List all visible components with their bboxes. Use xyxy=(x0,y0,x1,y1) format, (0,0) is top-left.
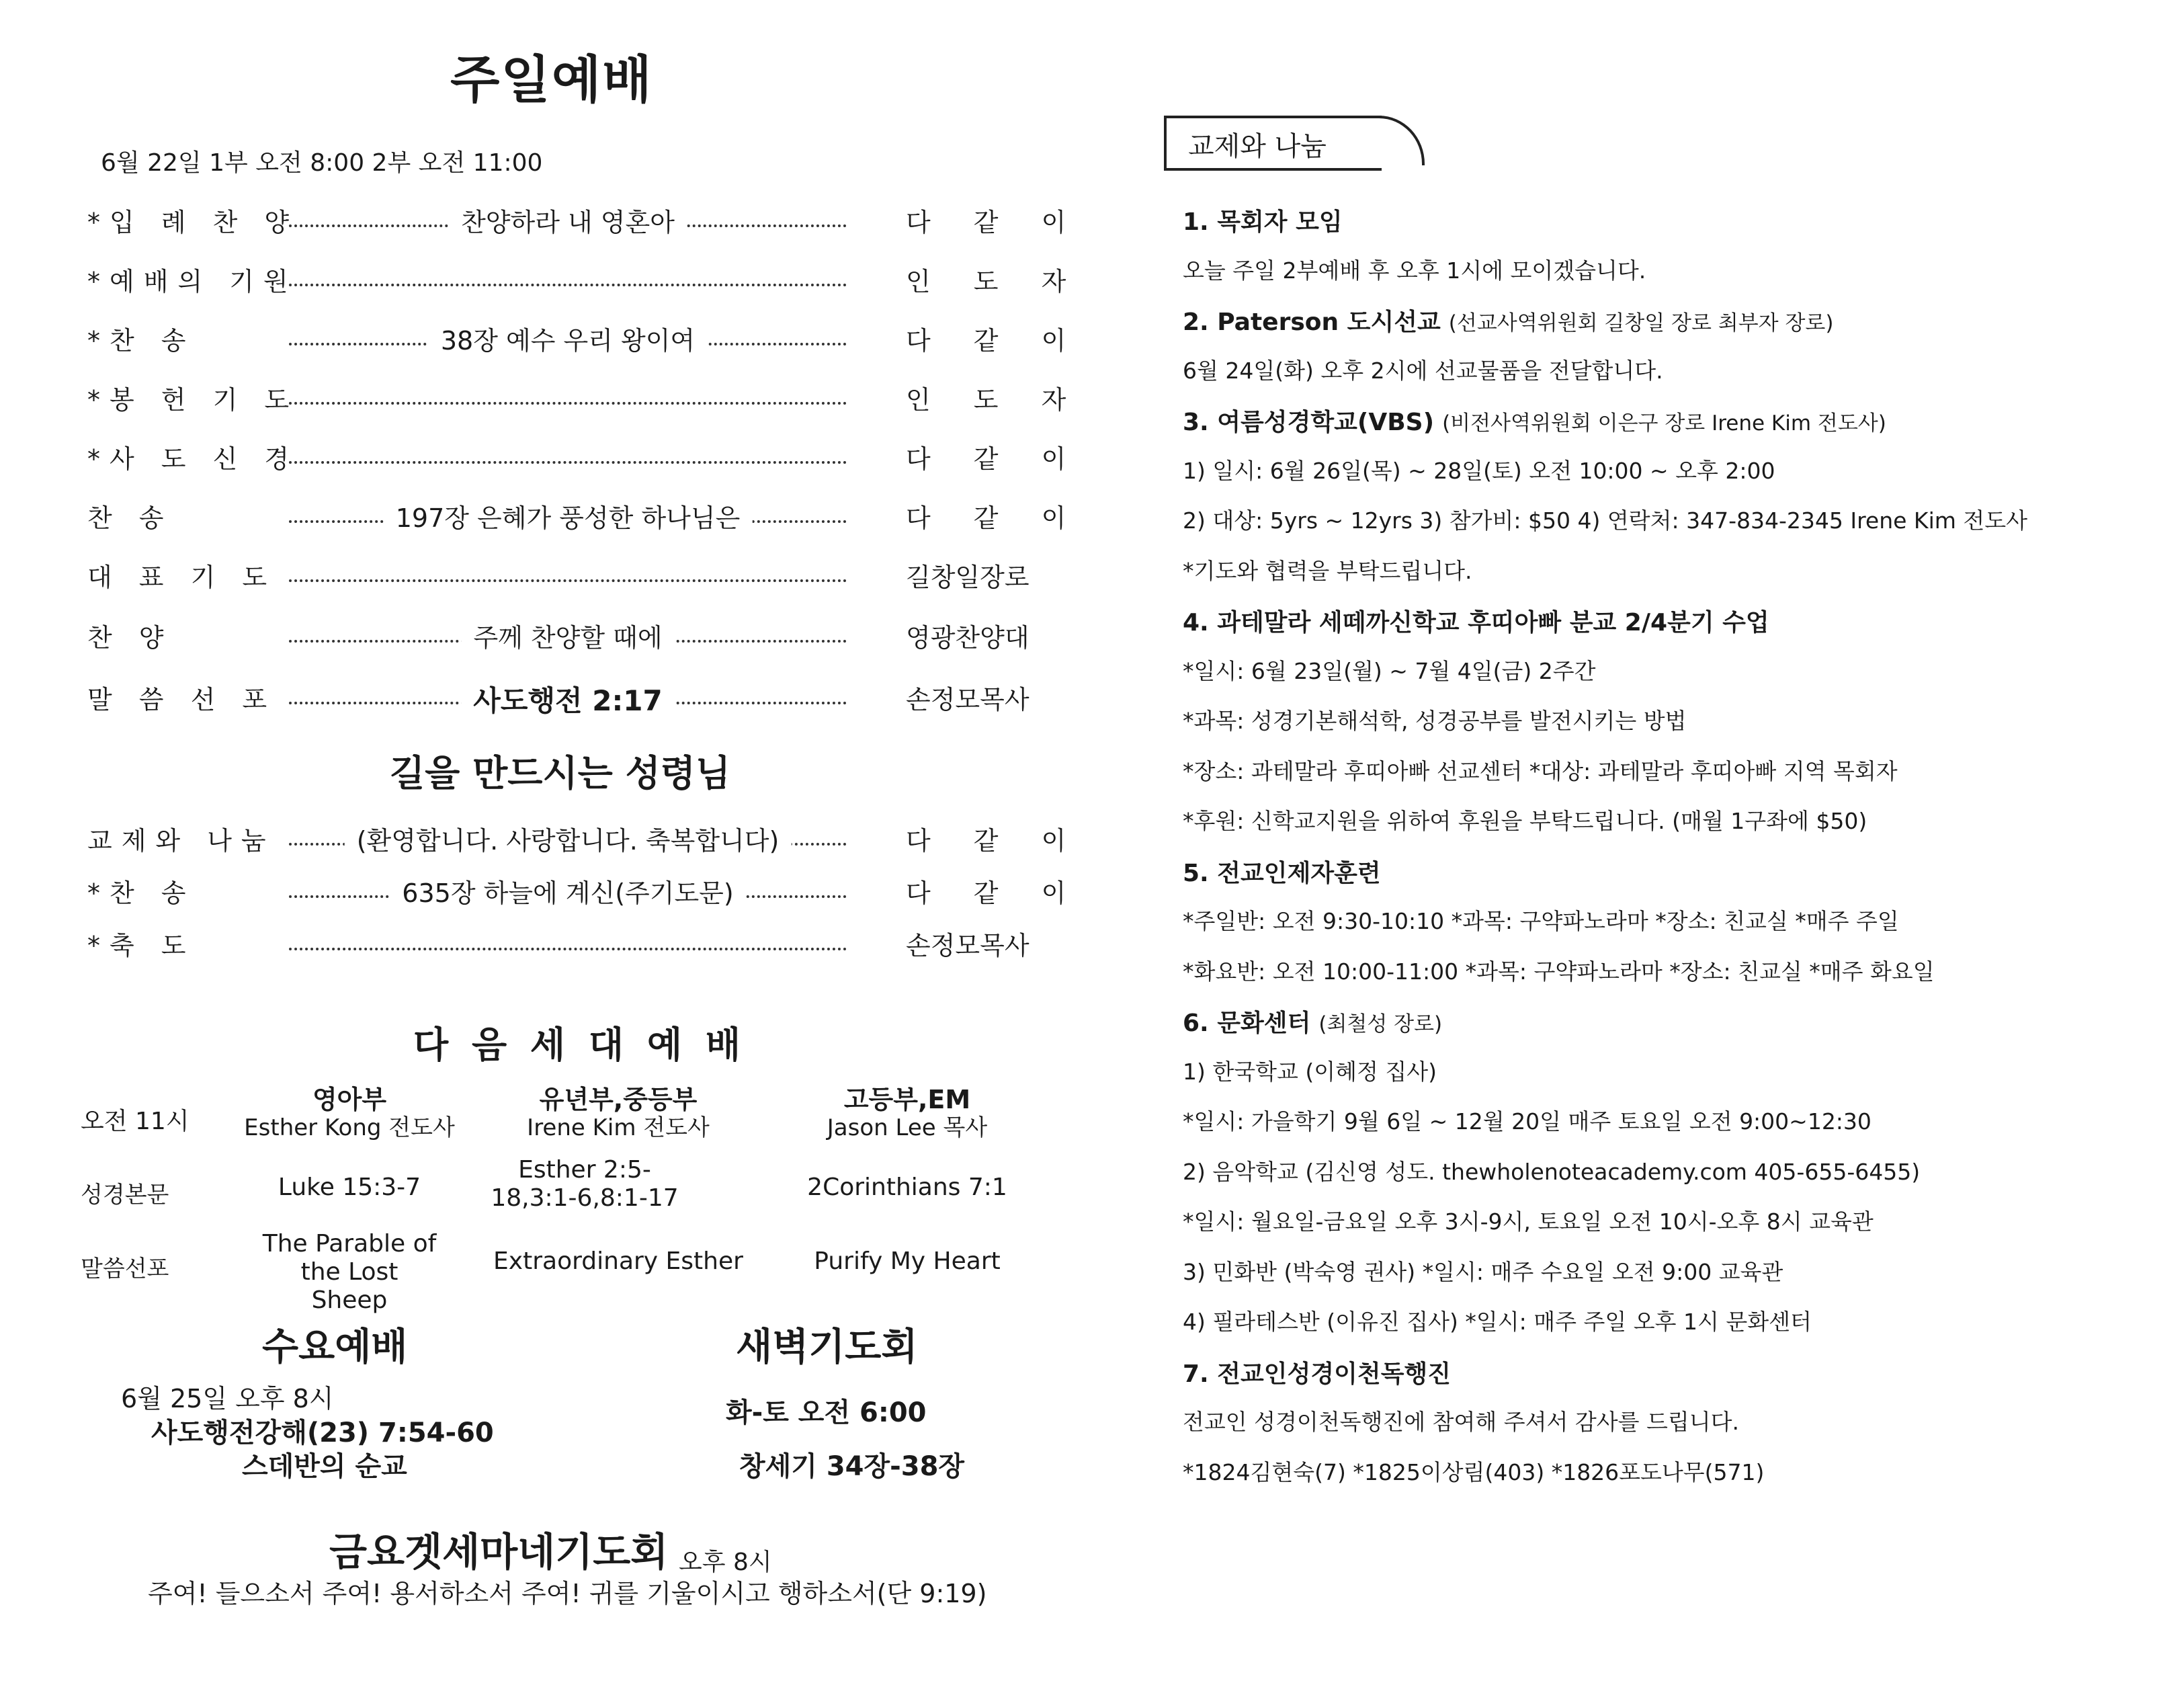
announcement-text: 7. 전교인성경이천독행진 xyxy=(1183,1360,1452,1388)
announcement-line xyxy=(1183,704,1687,735)
order-leader-line xyxy=(289,620,847,651)
announcement-line xyxy=(1183,1405,1739,1436)
order-leader: 손정모목사 xyxy=(906,931,1030,960)
order-leader: 다 같 이 xyxy=(906,326,1084,356)
announcement-note: (비전사역위원회 이은구 장로 Irene Kim 전도사) xyxy=(1442,411,1886,436)
order-leader-line xyxy=(289,323,847,354)
announcement-text: 오늘 주일 2부예배 후 오후 1시에 모이겠습니다. xyxy=(1183,257,1646,284)
announcement-text: 1. 목회자 모임 xyxy=(1183,208,1343,236)
order-leader-line xyxy=(289,559,847,590)
announcement-line xyxy=(1183,1155,1920,1186)
page-title: 주일예배 xyxy=(450,50,653,110)
announcement-line xyxy=(1183,554,1472,585)
order-content: 찬양하라 내 영혼아 xyxy=(449,202,687,239)
group-cell xyxy=(477,1085,759,1142)
worship-order-panel xyxy=(0,0,1084,1685)
order-leader: 영광찬양대 xyxy=(906,623,1030,653)
order-label: *찬 송 xyxy=(87,326,196,356)
order-leader-line xyxy=(289,263,847,294)
announcement-heading xyxy=(1183,604,1769,638)
announcement-text: 2) 음악학교 (김신영 성도. thewholenoteacademy.com 405-655-6455) xyxy=(1183,1159,1921,1185)
order-label: 말 씀 선 포 xyxy=(87,685,277,714)
announcement-line xyxy=(1183,454,1775,485)
announcement-text: *1824김현숙(7) *1825이상림(403) *1826포도나무(571) xyxy=(1183,1459,1765,1485)
group-teacher: Irene Kim 전도사 xyxy=(527,1114,710,1141)
announcement-line xyxy=(1183,754,1898,786)
row-label: 성경본문 xyxy=(81,1182,169,1208)
section-tab-curve xyxy=(1379,116,1425,165)
announcement-text: 1) 일시: 6월 26일(목) ~ 28일(토) 오전 10:00 ~ 오후 2:00 xyxy=(1183,458,1775,484)
table-row xyxy=(74,1082,1015,1156)
announcement-text: 6. 문화센터 xyxy=(1183,1010,1311,1037)
group-name: 유년부,중등부 xyxy=(539,1085,698,1114)
order-content: (환영합니다. 사랑합니다. 축복합니다) xyxy=(345,820,792,857)
order-leader-line xyxy=(289,382,847,413)
announcement-line xyxy=(1183,804,1867,835)
wednesday-sermon: 스데반의 순교 xyxy=(242,1451,407,1482)
table-row xyxy=(74,1156,1015,1230)
announcement-line xyxy=(1183,1204,1874,1236)
announcement-text: 3. 여름성경학교(VBS) xyxy=(1183,409,1435,436)
announcement-heading xyxy=(1183,1004,1442,1038)
order-content: 38장 예수 우리 왕이여 xyxy=(429,320,707,357)
order-item xyxy=(0,261,1084,301)
order-leader: 다 같 이 xyxy=(906,878,1084,908)
announcement-line xyxy=(1183,1104,1872,1136)
announcement-text: 3) 민화반 (박숙영 권사) *일시: 매주 수요일 오전 9:00 교육관 xyxy=(1183,1259,1783,1285)
table-row xyxy=(74,1230,1015,1314)
dotted-leader xyxy=(289,461,847,464)
order-item xyxy=(0,438,1084,479)
announcement-line xyxy=(1183,1255,1783,1286)
bible-text: 2Corinthians 7:1 xyxy=(807,1174,1007,1201)
order-leader-line xyxy=(289,928,847,958)
announcement-text: 2) 대상: 5yrs ~ 12yrs 3) 참가비: $50 4) 연락처: 347-834-2345 Irene Kim 전도사 xyxy=(1183,507,2028,534)
friday-prayer-title: 금요겟세마네기도회 xyxy=(329,1529,669,1575)
wednesday-title: 수요예배 xyxy=(262,1325,408,1369)
order-leader-line xyxy=(289,441,847,472)
dotted-leader xyxy=(289,402,847,405)
announcement-line xyxy=(1183,1055,1437,1086)
order-label: 찬 송 xyxy=(87,503,173,533)
order-label: *예배의 기원 xyxy=(87,267,298,296)
order-item xyxy=(0,925,1075,965)
announcement-line xyxy=(1183,354,1663,385)
dawn-prayer-title: 새벽기도회 xyxy=(736,1325,918,1369)
order-item xyxy=(0,679,1075,719)
order-leader-line xyxy=(289,500,847,531)
dawn-time: 화-토 오전 6:00 xyxy=(726,1397,927,1428)
next-gen-title: 다 음 세 대 예 배 xyxy=(413,1024,746,1066)
announcement-text: *후원: 신학교지원을 위하여 후원을 부탁드립니다. (매월 1구좌에 $50) xyxy=(1183,808,1867,834)
announcement-text: *장소: 과테말라 후띠아빠 선교센터 *대상: 과테말라 후띠아빠 지역 목회자 xyxy=(1183,758,1898,784)
dawn-text: 창세기 34장-38장 xyxy=(739,1451,965,1482)
announcement-text: *과목: 성경기본해석학, 성경공부를 발전시키는 방법 xyxy=(1183,708,1687,734)
announcement-text: 6월 24일(화) 오후 2시에 선교물품을 전달합니다. xyxy=(1183,358,1663,384)
order-content: 635장 하늘에 계신(주기도문) xyxy=(390,872,745,909)
next-gen-table xyxy=(74,1082,1015,1314)
order-label: 대 표 기 도 xyxy=(87,563,277,592)
time-label: 오전 11시 xyxy=(81,1108,190,1135)
dotted-leader xyxy=(289,579,847,582)
order-content: 197장 은혜가 풍성한 하나님은 xyxy=(384,497,753,534)
sermon-title: Purify My Heart xyxy=(814,1247,1001,1275)
order-leader: 다 같 이 xyxy=(906,503,1084,533)
order-leader-line xyxy=(289,682,847,717)
order-item xyxy=(0,872,1084,913)
group-teacher: Jason Lee 목사 xyxy=(827,1114,988,1141)
bible-text: Luke 15:3-7 xyxy=(278,1174,421,1201)
order-leader: 손정모목사 xyxy=(906,685,1030,714)
order-leader-line xyxy=(289,823,847,854)
announcement-line xyxy=(1183,904,1899,936)
dotted-leader xyxy=(289,948,847,950)
order-leader: 인 도 자 xyxy=(906,267,1084,296)
announcement-text: 2. Paterson 도시선교 xyxy=(1183,309,1441,336)
announcement-line xyxy=(1183,954,1935,986)
order-label: *찬 송 xyxy=(87,878,196,908)
announcement-heading xyxy=(1183,1355,1451,1389)
sermon-title: Extraordinary Esther xyxy=(493,1247,743,1275)
order-item xyxy=(0,617,1075,657)
announcement-note: (최철성 장로) xyxy=(1318,1012,1443,1036)
announcement-text: 4) 필라테스반 (이유진 집사) *일시: 매주 주일 오후 1시 문화센터 xyxy=(1183,1309,1812,1335)
group-cell xyxy=(766,1085,1048,1142)
order-leader: 길창일장로 xyxy=(906,563,1030,592)
order-label: 찬 양 xyxy=(87,623,173,653)
group-cell xyxy=(208,1085,491,1142)
friday-time: 오후 8시 xyxy=(679,1549,772,1576)
wednesday-time: 6월 25일 오후 8시 xyxy=(121,1384,334,1413)
dotted-leader xyxy=(289,284,847,286)
announcement-line xyxy=(1183,503,2027,535)
order-leader-line xyxy=(289,875,847,906)
order-label: *입 례 찬 양 xyxy=(87,208,299,237)
order-item xyxy=(0,379,1084,419)
announcement-text: *화요반: 오전 10:00-11:00 *과목: 구약파노라마 *장소: 친교실 *매주 화요일 xyxy=(1183,958,1935,985)
announcement-text: *일시: 월요일-금요일 오후 3시-9시, 토요일 오전 10시-오후 8시 교육관 xyxy=(1183,1208,1874,1235)
order-item xyxy=(0,557,1075,597)
announcements-panel xyxy=(1156,0,2164,1685)
announcement-heading xyxy=(1183,303,1833,337)
sermon-title: The Parable of the Lost Sheep xyxy=(262,1230,437,1314)
announcement-text: 1) 한국학교 (이혜정 집사) xyxy=(1183,1059,1437,1085)
sermon-title: 길을 만드시는 성령님 xyxy=(390,752,731,794)
announcement-line xyxy=(1183,1305,1812,1336)
order-leader: 인 도 자 xyxy=(906,385,1084,415)
order-label: *사 도 신 경 xyxy=(87,444,299,474)
announcement-text: *일시: 가을학기 9월 6일 ~ 12월 20일 매주 토요일 오전 9:00~12:30 xyxy=(1183,1108,1872,1135)
announcement-heading xyxy=(1183,403,1886,438)
announcement-text: 4. 과테말라 세떼까신학교 후띠아빠 분교 2/4분기 수업 xyxy=(1183,609,1769,636)
service-times: 6월 22일 1부 오전 8:00 2부 오전 11:00 xyxy=(101,149,543,177)
group-name: 영아부 xyxy=(312,1085,387,1114)
order-content: 사도행전 2:17 xyxy=(461,679,674,719)
announcement-text: *기도와 협력을 부탁드립니다. xyxy=(1183,558,1472,584)
group-teacher: Esther Kong 전도사 xyxy=(244,1114,455,1141)
group-name: 고등부,EM xyxy=(843,1085,971,1114)
row-label: 말씀선포 xyxy=(81,1256,169,1282)
order-label: *봉 헌 기 도 xyxy=(87,385,299,415)
order-label: *축 도 xyxy=(87,931,196,960)
bible-text: Esther 2:5-18,3:1-6,8:1-17 xyxy=(491,1156,679,1212)
announcement-heading xyxy=(1183,854,1381,889)
order-content: 주께 찬양할 때에 xyxy=(461,617,674,654)
order-leader: 다 같 이 xyxy=(906,208,1084,237)
announcement-text: 전교인 성경이천독행진에 참여해 주셔서 감사를 드립니다. xyxy=(1183,1409,1740,1435)
order-leader-line xyxy=(289,204,847,235)
friday-verse: 주여! 들으소서 주여! 용서하소서 주여! 귀를 기울이시고 행하소서(단 9:19) xyxy=(148,1579,987,1608)
announcement-text: *주일반: 오전 9:30-10:10 *과목: 구약파노라마 *장소: 친교실 *매주 주일 xyxy=(1183,908,1899,934)
order-leader: 다 같 이 xyxy=(906,826,1084,856)
order-item xyxy=(0,820,1084,860)
announcement-text: *일시: 6월 23일(월) ~ 7월 4일(금) 2주간 xyxy=(1183,658,1596,684)
order-item xyxy=(0,202,1084,242)
announcement-line xyxy=(1183,654,1595,686)
order-label: 교제와 나눔 xyxy=(87,826,276,856)
announcement-line xyxy=(1183,253,1646,285)
order-leader: 다 같 이 xyxy=(906,444,1084,474)
section-tab-title: 교제와 나눔 xyxy=(1188,131,1327,162)
wednesday-text: 사도행전강해(23) 7:54-60 xyxy=(151,1417,494,1448)
announcement-heading xyxy=(1183,203,1343,237)
announcement-line xyxy=(1183,1455,1764,1487)
order-item xyxy=(0,497,1084,538)
order-item xyxy=(0,320,1084,360)
announcement-note: (선교사역위원회 길창일 장로 최부자 장로) xyxy=(1448,311,1834,335)
announcement-text: 5. 전교인제자훈련 xyxy=(1183,860,1381,887)
